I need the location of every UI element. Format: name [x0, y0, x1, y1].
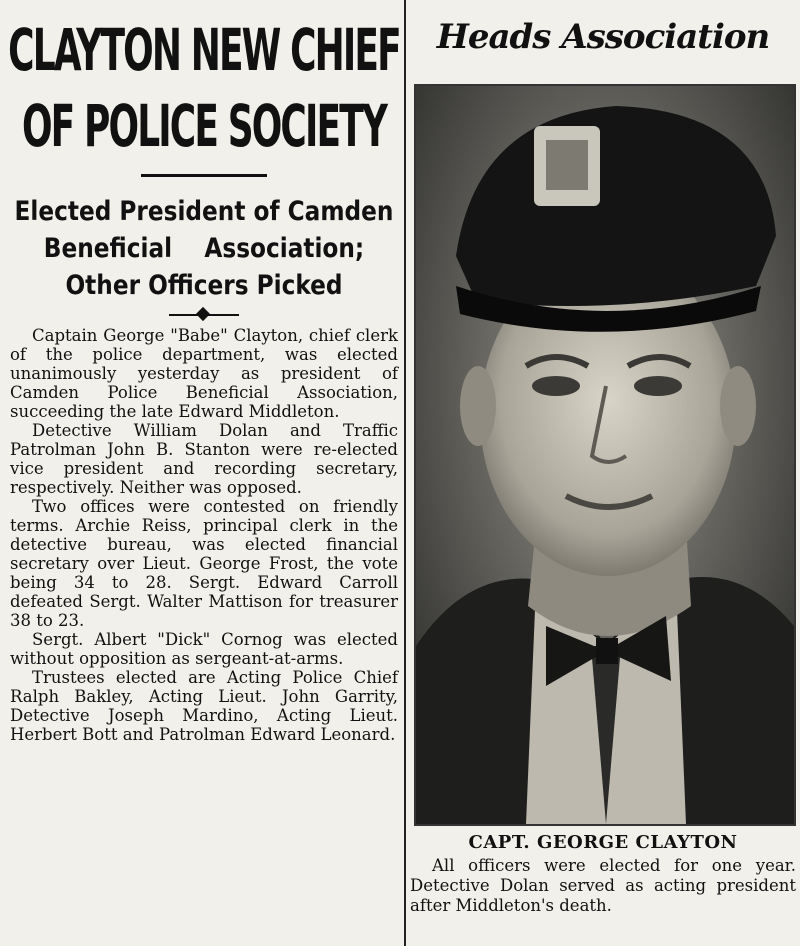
subhead-line-2: Beneficial Association; — [43, 233, 365, 264]
ornament-divider — [169, 308, 239, 322]
column-divider — [404, 0, 406, 946]
paragraph: Detective William Dolan and Traffic Patrolman John B. Stanton were re-elected vice president and recording secretary, respectively. Neither was opposed. — [10, 421, 398, 497]
portrait-photo-icon — [416, 86, 794, 824]
subheadline — [8, 193, 400, 304]
portrait-photo — [414, 84, 796, 826]
paragraph: Trustees elected are Acting Police Chief Ralph Bakley, Acting Lieut. John Garrity, Detective Joseph Mardino, Acting Lieut. Herbert Bott and Patrolman Edward Leonard. — [10, 668, 398, 744]
left-column — [8, 0, 400, 744]
paragraph: Two offices were contested on friendly terms. Archie Reiss, principal clerk in the detective bureau, was elected financial secretary over Lieut. George Frost, the vote being 34 to 28. Sergt. Edward Carroll defeated Sergt. Walter Mattison for treasurer 38 to 23. — [10, 497, 398, 630]
photo-kicker: Heads Association — [436, 17, 770, 57]
headline-rule — [141, 174, 267, 177]
paragraph: Sergt. Albert "Dick" Cornog was elected without opposition as sergeant-at-arms. — [10, 630, 398, 668]
subhead-line-1: Elected President of Camden — [14, 196, 394, 227]
article-continuation — [410, 856, 796, 916]
article-body — [8, 326, 400, 744]
headline — [8, 12, 400, 164]
paragraph: Captain George "Babe" Clayton, chief clerk of the police department, was elected unanimously yesterday as president of Camden Police Beneficial Association, succeeding the late Edward Middleton. — [10, 326, 398, 421]
right-column — [410, 0, 796, 915]
subhead-line-3: Other Officers Picked — [65, 270, 343, 301]
headline-line-2: OF POLICE SOCIETY — [21, 92, 387, 160]
headline-line-1: CLAYTON NEW CHIEF — [8, 16, 400, 84]
diamond-icon — [196, 307, 210, 321]
paragraph: All officers were elected for one year. Detective Dolan served as acting president after Middleton's death. — [410, 856, 796, 915]
photo-caption: CAPT. GEORGE CLAYTON — [468, 832, 738, 853]
